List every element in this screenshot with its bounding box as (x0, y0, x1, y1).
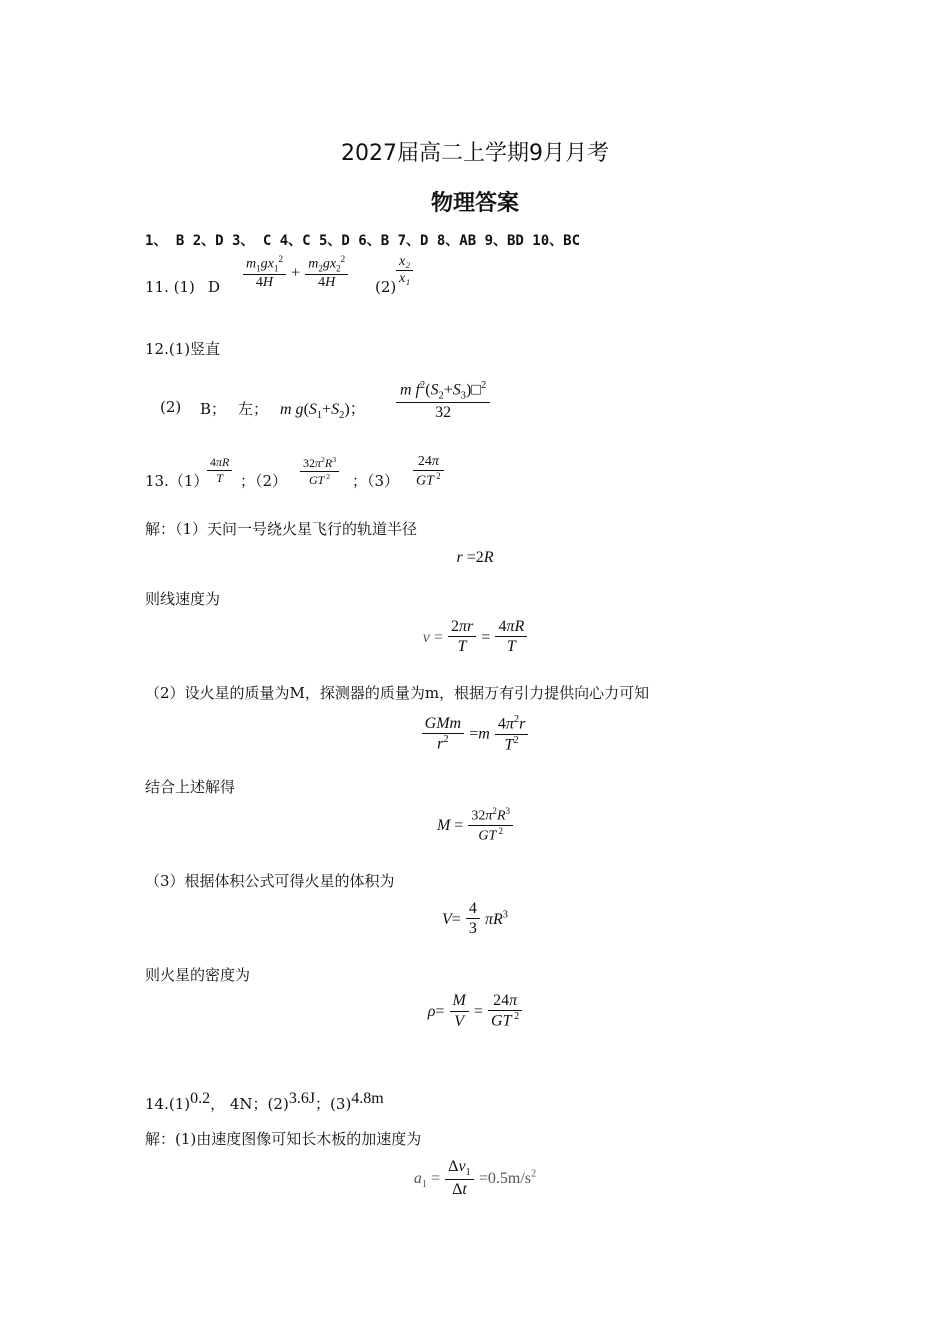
q13-eq-density: ρ= $\frac{M}{V}$ = $\frac{24\pi}{GT ^2}$ (0, 992, 950, 1031)
q13-eq-gravity: $\frac{\text{GMm}}{r^2}$ =m $\frac{4\pi^2r}{T^2}$ (0, 714, 950, 754)
q14-answer2b: ；(3) (315, 1095, 352, 1113)
q13-eq-mass: M = $\frac{32\pi^2R^3}{GT ^2}$ (0, 806, 950, 845)
q12-formula-1: m $g(S_1+S_2)$； (280, 401, 366, 422)
q13-label: 13.（1） (145, 472, 209, 490)
q13-answer3: $\frac{24\pi}{GT ^2}$ (413, 454, 444, 491)
q11-part2-label: (2) (375, 278, 397, 296)
q13-density-text: 则火星的密度为 (145, 966, 251, 984)
q14-eq-acceleration: $a_1$ = $\frac{\Delta v_1}{\Delta t}$ $=0.5m/s^2$ (413, 1158, 537, 1199)
q14-answer1b: 4N；(2) (229, 1095, 289, 1113)
q13-sep3: ；（3） (352, 472, 400, 490)
q11-formula: $\frac{m_1gx_1^2}{4H}$ + $\frac{m_2gx_2^2}{4H}$ (243, 254, 348, 292)
q14-answer2: 3.6J (288, 1090, 316, 1107)
q12-part2-label: (2) (160, 398, 182, 416)
q13-line-speed-text: 则线速度为 (145, 590, 221, 608)
q14-accel-value: =0.5m/s (478, 1170, 531, 1188)
q13-solution-intro: 解：（1）天问一号绕火星飞行的轨道半径 (145, 520, 418, 538)
q11-frac-1: $\frac{m_1gx_1^2}{4H}$ (243, 254, 286, 292)
q14-solution-intro: 解：(1)由速度图像可知长木板的加速度为 (145, 1130, 422, 1148)
page-subtitle: 物理答案 (430, 191, 519, 216)
q12-answer-b: B； (200, 400, 227, 418)
q12-label: 12.(1)竖直 (145, 340, 221, 358)
page-title: 2027届高二上学期9月月考 (341, 141, 609, 166)
q13-eq-velocity: v = $\frac{2\pi r}{T}$ = $\frac{4\pi R}{T}$ (0, 618, 950, 657)
q11-answer1: D (208, 278, 221, 296)
q13-answer2: $\frac{32\pi^2R^3}{GT ^2}$ (300, 456, 339, 487)
q12-answer-left: 左； (238, 400, 269, 418)
q13-combine-text: 结合上述解得 (145, 778, 236, 796)
q13-eq-radius: r =2R (456, 549, 494, 566)
q11-label: 11. (1) (145, 278, 195, 296)
q14-line: 14.(1)0.2， 4N；(2)3.6J；(3)4.8m (145, 1090, 384, 1113)
q13-answer1: $\frac{4\pi R}{T}$ (207, 456, 232, 485)
q13-part2-text: （2）设火星的质量为M，探测器的质量为m，根据万有引力提供向心力可知 (145, 684, 650, 702)
q14-label: 14.(1) (145, 1095, 191, 1113)
q13-sep2: ；（2） (240, 472, 288, 490)
q14-answer3: 4.8m (351, 1090, 384, 1107)
choice-answers: 1、 B 2、D 3、 C 4、C 5、D 6、B 7、D 8、AB 9、BD 10、BC (145, 233, 581, 249)
q11-part2-fraction (396, 254, 413, 288)
q13-eq-volume: V= $\frac{4}{3}$ $\pi R^3$ (442, 900, 508, 938)
q13-part3-text: （3）根据体积公式可得火星的体积为 (145, 872, 395, 890)
q12-formula-2: $\frac{m f^2(S_2+S_3)□^2}{32}$ (396, 380, 490, 423)
q11-frac-2: $\frac{m_2gx_2^2}{4H}$ (305, 254, 348, 292)
q11-part2-den: x₁ (399, 271, 411, 287)
q11-part2-num: x₂ (396, 254, 413, 271)
q14-answer1: 0.2 (190, 1090, 211, 1107)
